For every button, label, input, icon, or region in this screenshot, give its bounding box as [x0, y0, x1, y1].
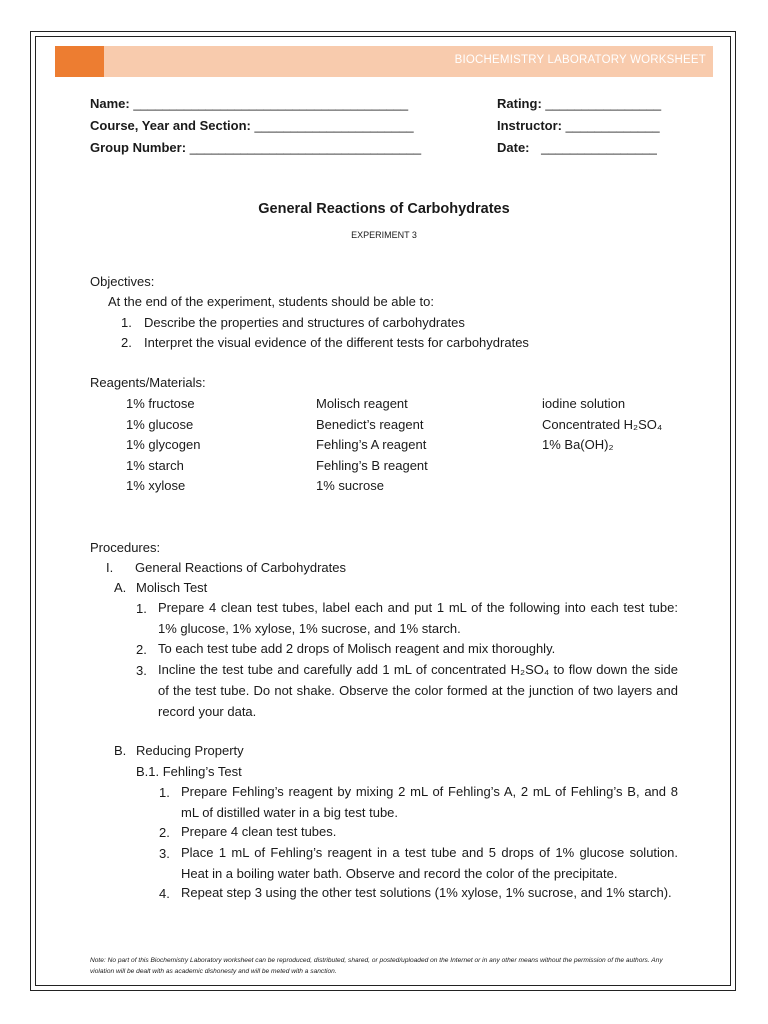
objective-num: 1.	[121, 315, 132, 330]
rating-field	[497, 96, 661, 111]
name-field	[90, 96, 408, 111]
objective-num: 2.	[121, 335, 132, 350]
group-blank: ________________________________	[189, 140, 422, 155]
reagent-item: Fehling’s A reagent	[316, 437, 427, 452]
reagent-item: 1% sucrose	[316, 478, 384, 493]
step-num: 3.	[136, 663, 147, 678]
reagent-item: iodine solution	[542, 396, 626, 411]
subsection-b-label: B.	[114, 743, 127, 758]
reagent-item: Benedict’s reagent	[316, 417, 424, 432]
step-num: 2.	[136, 642, 147, 657]
step-text: Prepare 4 clean test tubes, label each and put 1 mL of the following into each test tube: 1% glucose, 1% xylose, 1% sucrose, and 1% starch.	[158, 600, 678, 636]
step-text: Repeat step 3 using the other test solutions (1% xylose, 1% sucrose, and 1% starch).	[181, 885, 672, 900]
reagent-item: 1% starch	[126, 458, 184, 473]
group-field	[90, 140, 421, 155]
instructor-label: Instructor:	[497, 118, 562, 133]
subsection-b1-title: B.1. Fehling’s Test	[136, 764, 242, 779]
date-blank: ________________	[541, 140, 657, 155]
procedures-heading: Procedures:	[90, 540, 161, 555]
reagent-item: 1% fructose	[126, 396, 195, 411]
step-num: 4.	[159, 886, 170, 901]
footer-note: Note: No part of this Biochemistry Laboratory worksheet can be reproduced, distributed, shared, or posted/uploaded on the Internet or in any other means without the permission of the authors. Any violation will be dealt with as academic dishonesty and will be meted with a sanction.	[90, 957, 663, 975]
course-field	[90, 118, 414, 133]
subsection-a-label: A.	[114, 580, 127, 595]
step-num: 1.	[136, 601, 147, 616]
step-num: 3.	[159, 846, 170, 861]
group-label: Group Number:	[90, 140, 187, 155]
experiment-number: EXPERIMENT 3	[351, 230, 417, 240]
reagents-heading: Reagents/Materials:	[90, 375, 206, 390]
subsection-a-title: Molisch Test	[136, 580, 208, 595]
course-blank: ______________________	[254, 118, 414, 133]
date-label: Date:	[497, 140, 530, 155]
objective-item: Interpret the visual evidence of the different tests for carbohydrates	[144, 335, 529, 350]
reagent-item: Fehling’s B reagent	[316, 458, 428, 473]
step-num: 1.	[159, 785, 170, 800]
reagent-item: 1% glucose	[126, 417, 194, 432]
rating-blank: ________________	[545, 96, 662, 111]
subsection-b-title: Reducing Property	[136, 743, 244, 758]
reagent-item: 1% xylose	[126, 478, 186, 493]
reagent-item: Concentrated H₂SO₄	[542, 417, 663, 432]
step-text: Prepare Fehling’s reagent by mixing 2 mL of Fehling’s A, 2 mL of Fehling’s B, and 8 mL of distilled water in a big test tube.	[181, 784, 678, 820]
course-label: Course, Year and Section:	[90, 118, 251, 133]
step-text: Place 1 mL of Fehling’s reagent in a test tube and 5 drops of 1% glucose solution. Heat in a boiling water bath. Observe and record the color of the precipitate.	[181, 845, 678, 881]
step-text: Prepare 4 clean test tubes.	[181, 824, 337, 839]
name-blank: ______________________________________	[133, 96, 409, 111]
header-accent-block	[55, 46, 104, 77]
rating-label: Rating:	[497, 96, 542, 111]
section-number: I.	[106, 560, 114, 575]
step-num: 2.	[159, 825, 170, 840]
header-banner-text: BIOCHEMISTRY LABORATORY WORKSHEET	[454, 54, 706, 66]
objectives-intro: At the end of the experiment, students should be able to:	[108, 294, 434, 309]
objectives-heading: Objectives:	[90, 274, 155, 289]
reagent-item: 1% Ba(OH)₂	[542, 437, 614, 452]
page-title: General Reactions of Carbohydrates	[258, 201, 510, 217]
reagent-item: Molisch reagent	[316, 396, 408, 411]
instructor-field	[497, 118, 660, 133]
name-label: Name:	[90, 96, 130, 111]
date-field	[497, 140, 657, 155]
step-text: To each test tube add 2 drops of Molisch reagent and mix thoroughly.	[158, 641, 556, 656]
instructor-blank: _____________	[565, 118, 660, 133]
section-title: General Reactions of Carbohydrates	[135, 560, 347, 575]
objective-item: Describe the properties and structures of carbohydrates	[144, 315, 465, 330]
step-text: Incline the test tube and carefully add 1 mL of concentrated H₂SO₄ to flow down the side of the test tube. Do not shake. Observe the color formed at the junction of two layers and record your data.	[158, 662, 678, 719]
reagent-item: 1% glycogen	[126, 437, 201, 452]
